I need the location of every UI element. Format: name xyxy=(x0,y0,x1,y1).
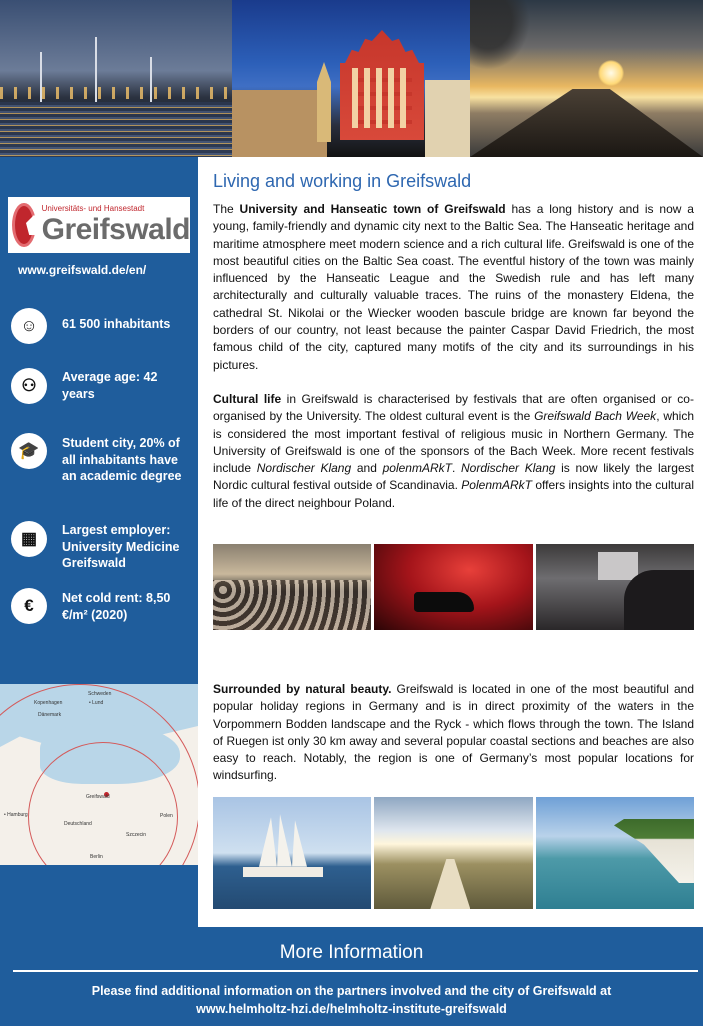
map-label-lund: • Lund xyxy=(89,700,104,706)
jazz-concert-photo xyxy=(374,544,532,630)
harbor-evening-photo xyxy=(0,0,232,157)
building-icon: ▦ xyxy=(11,521,47,557)
logo-subtitle: Universitäts- und Hansestadt xyxy=(41,204,145,213)
chalk-cliffs-photo xyxy=(536,797,694,909)
city-seal-icon xyxy=(12,203,36,247)
intro-paragraph: The University and Hanseatic town of Greifswald has a long history and is now a young, family-friendly and dynamic city next to the Baltic Sea. The Hanseatic heritage and maritime atmosphere meet modern science and a rich cultural life. Greifswald is one of the most beautiful cities on the Baltic Sea coast. The eventful history of the town was mainly influenced by the Hanseatic League and the Swedish rule and has left many architecturally and culturally valuable traces. The ruins of the monastery Eldena, the cathedral St. Nikolai or the Wiecker wooden bascule bridge are known far beyond the borders of our country, not least because the painter Caspar David Friedrich, the most famous child of the city, captured many motifs of the city and its surroundings in his pictures. xyxy=(213,202,694,372)
fact-inhabitants xyxy=(0,305,198,365)
people-icon: ☺ xyxy=(11,308,47,344)
beach-dunes-photo xyxy=(374,797,532,909)
region-map xyxy=(0,684,198,865)
fact-text: 61 500 inhabitants xyxy=(62,317,171,331)
sailing-ship-photo xyxy=(213,797,371,909)
fact-text: Average age: 42 years xyxy=(62,370,158,401)
pier-sunset-photo xyxy=(470,0,703,157)
lecture-event-photo xyxy=(536,544,694,630)
footer xyxy=(0,927,703,1026)
fact-student-city xyxy=(0,432,198,492)
fact-net-cold-rent xyxy=(0,585,198,645)
main-content xyxy=(198,157,703,927)
fact-text: Net cold rent: 8,50 €/m² (2020) xyxy=(62,591,171,622)
fact-largest-employer xyxy=(0,519,198,579)
map-label-deutschland: Deutschland xyxy=(64,821,92,827)
map-label-hamburg: • Hamburg xyxy=(4,812,28,818)
town-hall-photo xyxy=(232,0,470,157)
footer-text: Please find additional information on the partners involved and the city of Greifswald at xyxy=(91,984,612,998)
page-title: Living and working in Greifswald xyxy=(213,171,472,191)
map-label-szczecin: Szczecin xyxy=(126,832,147,838)
couple-icon: ⚇ xyxy=(11,368,47,404)
footer-divider xyxy=(13,970,698,972)
greifswald-logo xyxy=(8,197,190,253)
header-photo-strip xyxy=(0,0,703,157)
footer-link[interactable]: www.helmholtz-hzi.de/helmholtz-institute-greifswald xyxy=(196,1002,507,1016)
map-label-kopenhagen: Kopenhagen xyxy=(34,700,63,706)
fact-text: Largest employer: University Medicine Greifswald xyxy=(62,523,180,570)
map-label-berlin: Berlin xyxy=(90,854,103,860)
map-label-greifswald: Greifswald xyxy=(86,794,110,800)
graduation-cap-icon: 🎓 xyxy=(11,433,47,469)
culture-photo-row xyxy=(213,544,694,630)
choir-concert-photo xyxy=(213,544,371,630)
footer-title: More Information xyxy=(279,942,424,963)
euro-icon: € xyxy=(11,588,47,624)
map-label-polen: Polen xyxy=(160,813,173,819)
culture-paragraph: Cultural life in Greifswald is characterised by festivals that are often organised or co-organised by the University. The oldest cultural event is the Greifswald Bach Week, which is considered the most important festival of religious music in Northern Germany. The University of Greifswald is one of the sponsors of the Bach Week. More recent festivals include Nordischer Klang and polenmARkT. Nordischer Klang is now likely the largest Nordic cultural festival outside of Scandinavia. PolenmARkT offers insights into the cultural life of the direct neighbour Poland. xyxy=(213,392,695,510)
fact-average-age xyxy=(0,366,198,426)
nature-photo-row xyxy=(213,797,694,909)
map-label-schweden: Schweden xyxy=(88,691,112,697)
nature-paragraph: Surrounded by natural beauty. Greifswald is located in one of the most beautiful and popular holiday regions in Germany and is in direct proximity of the waters in the Vorpommern Bodden landscape and the Ryck - which flows through the town. The Island of Ruegen ist only 30 km away and several popular coastal sections and beaches are also easy to reach. Notably, the region is one of Germany’s most popular locations for windsurfing. xyxy=(213,682,694,783)
facts-sidebar xyxy=(0,157,198,684)
city-website-link[interactable]: www.greifswald.de/en/ xyxy=(18,263,147,277)
fact-text: Student city, 20% of all inhabitants have an academic degree xyxy=(62,436,182,483)
map-label-daenemark: Dänemark xyxy=(38,712,62,718)
logo-wordmark: Greifswald xyxy=(41,213,190,246)
